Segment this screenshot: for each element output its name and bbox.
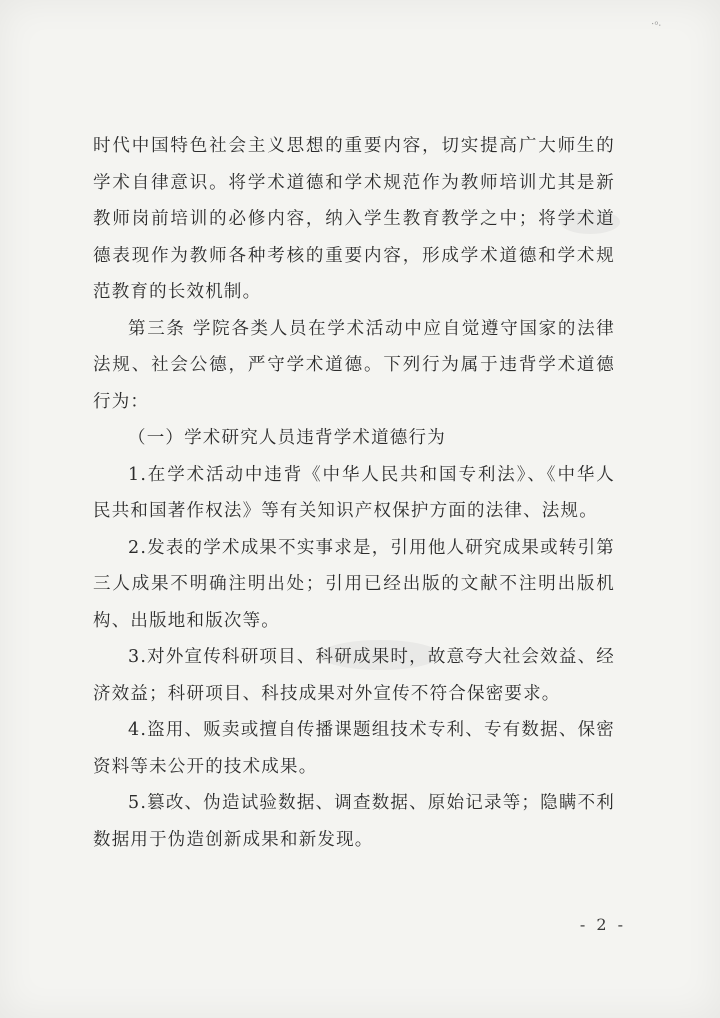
list-item-2: 2.发表的学术成果不实事求是，引用他人研究成果或转引第三人成果不明确注明出处；引用已经出版的文献不注明出版机构、出版地和版次等。 [93, 537, 615, 631]
corner-scan-mark: ·ᵒ· [649, 18, 663, 32]
list-item-4: 4.盗用、贩卖或擅自传播课题组技术专利、专有数据、保密资料等未公开的技术成果。 [93, 720, 615, 777]
list-item-1: 1.在学术活动中违背《中华人民共和国专利法》、《中华人民共和国著作权法》等有关知识产权保护方面的法律、法规。 [93, 464, 615, 521]
list-item-5: 5.篡改、伪造试验数据、调查数据、原始记录等；隐瞒不利数据用于伪造创新成果和新发现。 [93, 793, 615, 850]
page-number: - 2 - [579, 915, 626, 934]
document-body [93, 128, 615, 858]
paragraph-article-3: 第三条 学院各类人员在学术活动中应自觉遵守国家的法律法规、社会公德，严守学术道德。下列行为属于违背学术道德行为： [93, 318, 615, 412]
section-heading-researcher-misconduct: （一）学术研究人员违背学术道德行为 [128, 428, 446, 448]
list-item-3: 3.对外宣传科研项目、科研成果时，故意夸大社会效益、经济效益；科研项目、科技成果对外宣传不符合保密要求。 [93, 647, 615, 704]
paragraph-continuation: 时代中国特色社会主义思想的重要内容，切实提高广大师生的学术自律意识。将学术道德和学术规范作为教师培训尤其是新教师岗前培训的必修内容，纳入学生教育教学之中；将学术道德表现作为教师各种考核的重要内容，形成学术道德和学术规范教育的长效机制。 [93, 136, 615, 302]
